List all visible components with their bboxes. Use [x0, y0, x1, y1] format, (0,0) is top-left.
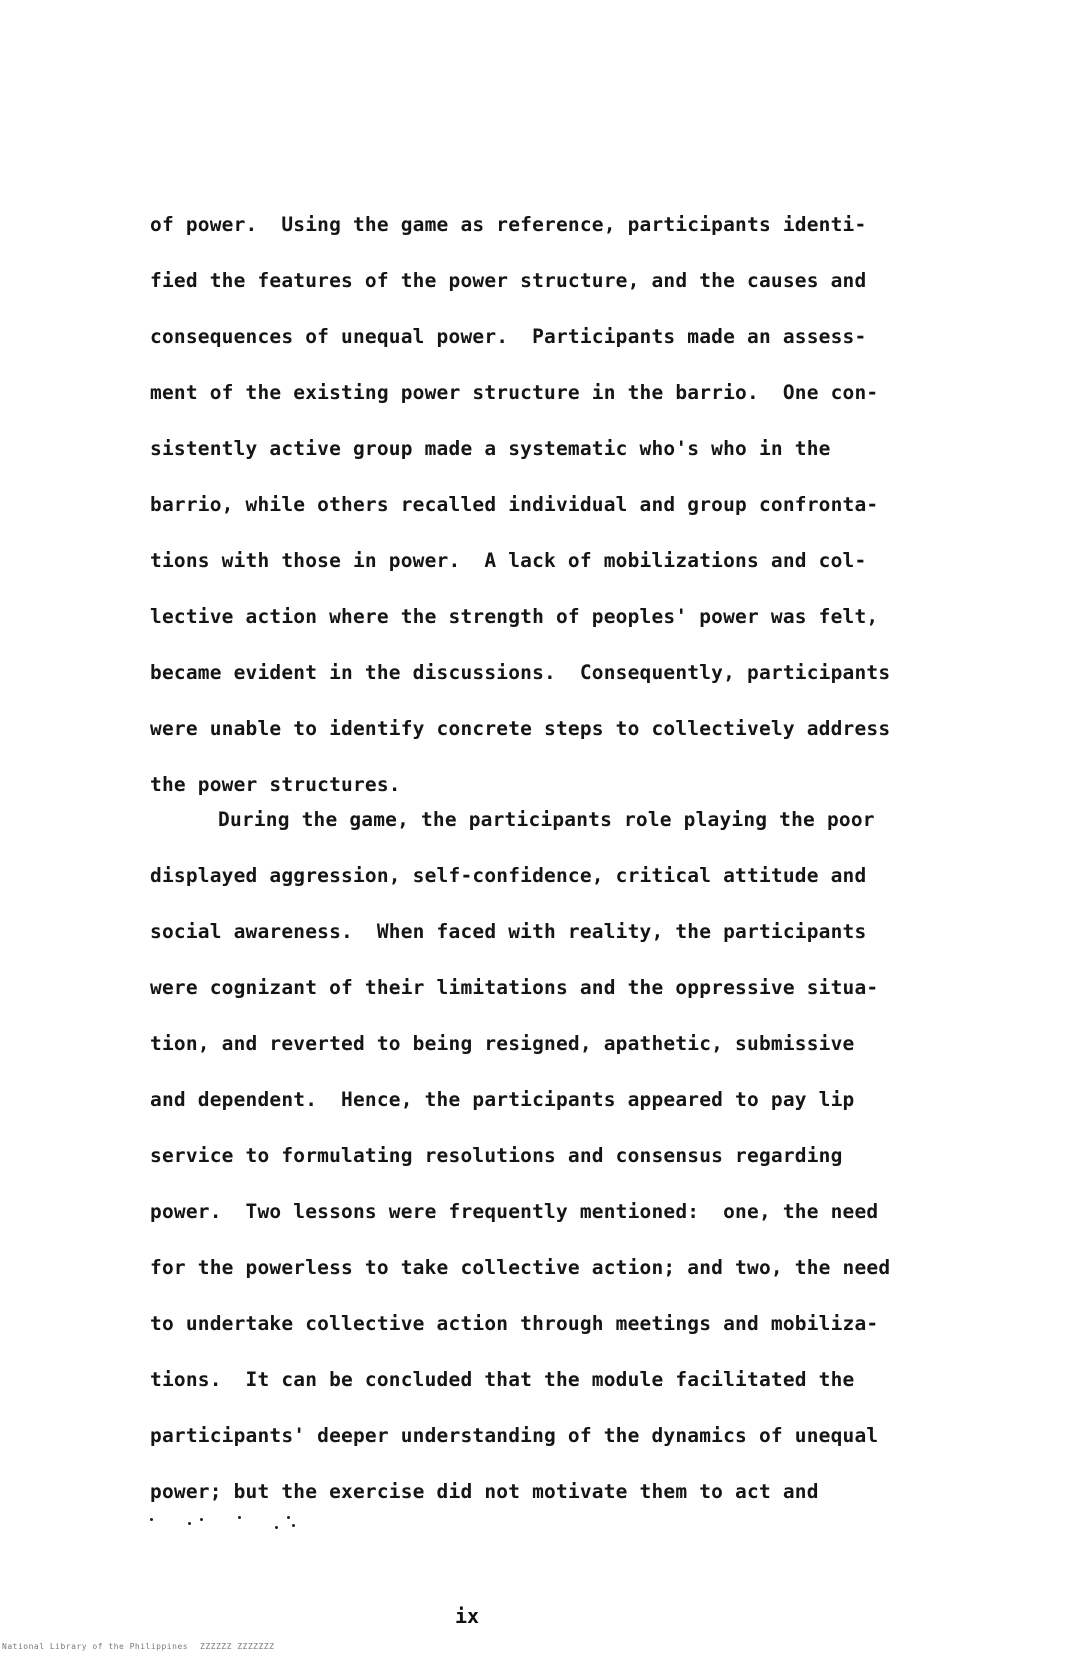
text-line: for the powerless to take collective action; and two, the need — [150, 1256, 891, 1279]
text-line: participants' deeper understanding of the dynamics of unequal — [150, 1424, 879, 1447]
paragraph-2 — [150, 800, 970, 1528]
text-line: were unable to identify concrete steps to collectively address — [150, 717, 891, 740]
text-line: consequences of unequal power. Participants made an assess- — [150, 325, 867, 348]
text-line: barrio, while others recalled individual and group confronta- — [150, 493, 879, 516]
text-line: tions. It can be concluded that the module facilitated the — [150, 1368, 855, 1391]
footer-right-text: ZZZZZZ ZZZZZZZ — [200, 1642, 275, 1651]
text-line: of power. Using the game as reference, participants identi- — [150, 213, 867, 236]
text-line: social awareness. When faced with reality, the participants — [150, 920, 867, 943]
text-line: During the game, the participants role playing the poor — [218, 808, 875, 831]
scan-speck — [275, 1526, 278, 1529]
scan-speck — [200, 1518, 203, 1521]
text-line: power. Two lessons were frequently mentioned: one, the need — [150, 1200, 879, 1223]
scan-speck — [188, 1522, 191, 1525]
page-number: ix — [455, 1604, 480, 1628]
text-line: tions with those in power. A lack of mobilizations and col- — [150, 549, 867, 572]
text-line: displayed aggression, self-confidence, critical attitude and — [150, 864, 867, 887]
text-line: power; but the exercise did not motivate them to act and — [150, 1480, 819, 1503]
text-line: ment of the existing power structure in the barrio. One con- — [150, 381, 879, 404]
text-line: to undertake collective action through meetings and mobiliza- — [150, 1312, 879, 1335]
text-line: were cognizant of their limitations and the oppressive situa- — [150, 976, 879, 999]
scan-speck — [238, 1516, 241, 1519]
paragraph-1 — [150, 205, 970, 821]
text-line: sistently active group made a systematic who's who in the — [150, 437, 831, 460]
text-line: service to formulating resolutions and consensus regarding — [150, 1144, 843, 1167]
text-line: fied the features of the power structure, and the causes and — [150, 269, 867, 292]
text-line: and dependent. Hence, the participants appeared to pay lip — [150, 1088, 855, 1111]
scan-speck — [292, 1524, 295, 1527]
scan-speck — [287, 1516, 290, 1519]
footer-left-text: National Library of the Philippines — [2, 1642, 189, 1651]
text-line: became evident in the discussions. Consequently, participants — [150, 661, 891, 684]
scan-speck — [150, 1518, 153, 1521]
text-line: the power structures. — [150, 773, 401, 796]
scan-footer — [0, 1638, 1081, 1658]
scan-specks — [150, 1512, 350, 1542]
text-line: tion, and reverted to being resigned, apathetic, submissive — [150, 1032, 855, 1055]
text-line: lective action where the strength of peoples' power was felt, — [150, 605, 879, 628]
